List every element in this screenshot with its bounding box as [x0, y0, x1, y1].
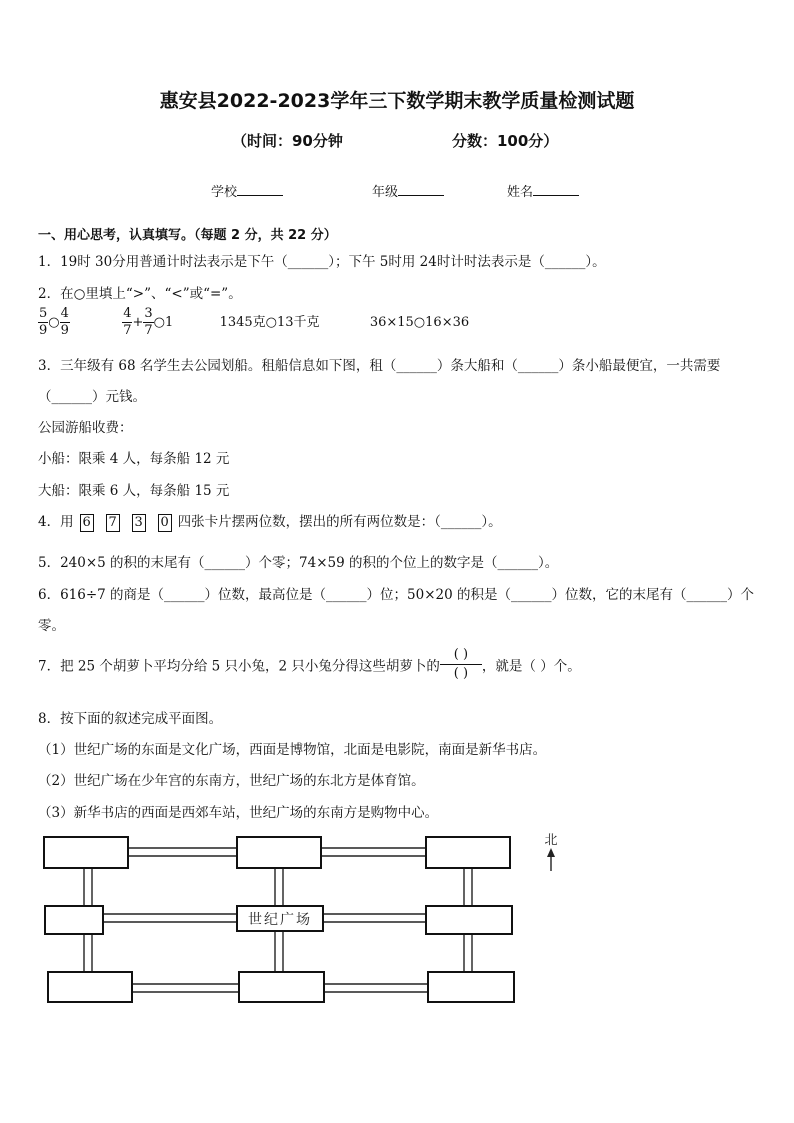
expression-2: $\frac{4}{7}$ + $\frac{3}{7}$ ○1 — [123, 306, 174, 338]
question-8-statement-2: （2）世纪广场在少年宫的东南方，世纪广场的东北方是体育馆。 — [38, 773, 425, 789]
exam-score: 分数：100分） — [452, 132, 559, 150]
question-8-statement-1: （1）世纪广场的东面是文化广场，西面是博物馆，北面是电影院，南面是新华书店。 — [38, 742, 547, 758]
question-3-line1: 3．三年级有 68 名学生去公园划船。租船信息如下图，租（______）条大船和（______）条小船最便宜，一共需要 — [38, 358, 721, 374]
question-6-line2: 零。 — [38, 618, 65, 634]
school-label: 学校 — [211, 185, 238, 200]
north-arrow-icon — [547, 848, 555, 871]
expression-4: 36×15○16×36 — [369, 315, 470, 330]
small-boat-fee: 小船：限乘 4 人，每条船 12 元 — [38, 451, 230, 467]
map-box-southeast — [428, 972, 514, 1002]
section-heading: 一、用心思考，认真填写。（每题 2 分，共 22 分） — [38, 228, 337, 243]
card-3: 3 — [132, 514, 146, 532]
fee-title: 公园游船收费： — [38, 420, 133, 436]
expression-3: 1345克○13千克 — [219, 315, 320, 330]
big-boat-fee: 大船：限乘 6 人，每条船 15 元 — [38, 483, 230, 499]
question-8-title: 8．按下面的叙述完成平面图。 — [38, 711, 223, 727]
card-4: 0 — [158, 514, 172, 532]
name-label: 姓名 — [507, 185, 534, 200]
question-7: 7．把 25 个胡萝卜平均分给 5 只小兔，2 只小兔分得这些胡萝卜的 ( ) ( ) ，就是（ ）个。 — [38, 647, 581, 681]
fraction-blank[interactable]: ( ) ( ) — [440, 646, 482, 683]
map-box-northeast — [426, 837, 510, 868]
question-2: 2．在○里填上“>”、“<”或“=”。 — [38, 286, 242, 302]
exam-time: （时间：90分钟 — [232, 132, 343, 150]
north-label: 北 — [544, 833, 558, 848]
card-2: 7 — [106, 514, 120, 532]
question-1: 1．19时 30分用普通计时法表示是下午（______）；下午 5时用 24时计时法表示是（______）。 — [38, 254, 606, 270]
map-box-south — [239, 972, 324, 1002]
question-5: 5．240×5 的积的末尾有（______）个零；74×59 的积的个位上的数字是（______）。 — [38, 555, 559, 571]
expression-1: $\frac{5}{9}$ ○ $\frac{4}{9}$ — [39, 306, 69, 338]
question-3-line2: （______）元钱。 — [38, 389, 146, 405]
map-box-southwest — [48, 972, 132, 1002]
question-8-statement-3: （3）新华书店的西面是西郊车站，世纪广场的东南方是购物中心。 — [38, 805, 439, 821]
question-6-line1: 6．616÷7 的商是（______）位数，最高位是（______）位；50×20 的积是（______）位数，它的末尾有（______）个 — [38, 587, 755, 603]
map-box-west — [45, 906, 103, 934]
page-title: 惠安县2022-2023学年三下数学期末教学质量检测试题 — [159, 90, 635, 112]
question-4: 4．用 6 7 3 0 四张卡片摆两位数，摆出的所有两位数是：（______）。 — [38, 514, 502, 530]
map-box-northwest — [44, 837, 128, 868]
map-box-east — [426, 906, 512, 934]
map-box-north — [237, 837, 321, 868]
card-1: 6 — [80, 514, 94, 532]
grade-label: 年级 — [372, 185, 399, 200]
center-label: 世纪广场 — [248, 912, 312, 928]
